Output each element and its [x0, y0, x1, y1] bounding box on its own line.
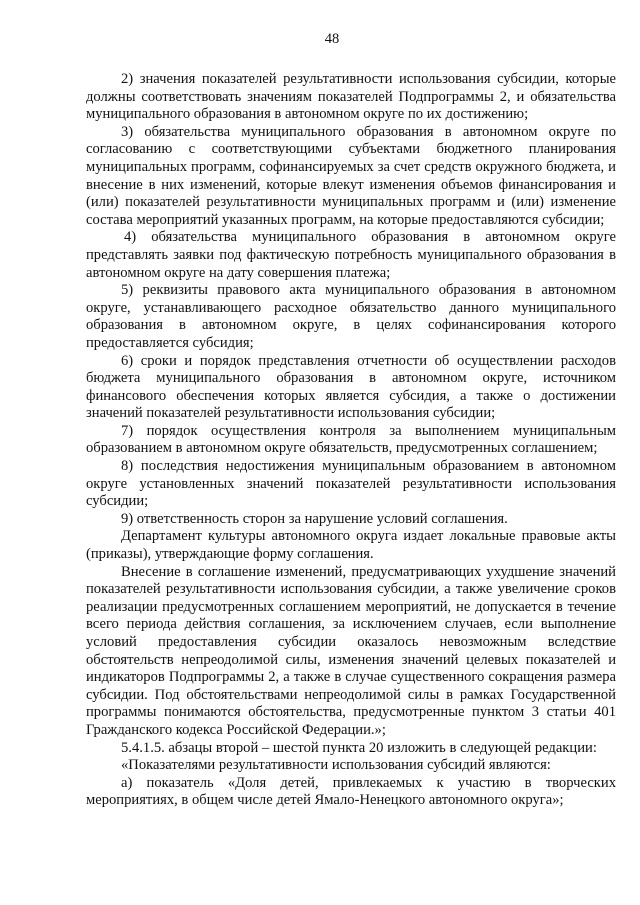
paragraph-item-6: 6) сроки и порядок представления отчетности об осуществлении расходов бюджета муниципального образования в автономном округе, источником финансового обеспечения которых является субсидия, а также о достижении значений показателей результативности использования субсидии; — [86, 352, 616, 422]
paragraph-item-7: 7) порядок осуществления контроля за выполнением муниципальным образованием в автономном округе обязательств, предусмотренных соглашением; — [86, 422, 616, 457]
document-page — [86, 30, 616, 810]
paragraph-5-4-1-5: 5.4.1.5. абзацы второй – шестой пункта 20 изложить в следующей редакции: — [121, 739, 597, 756]
paragraph-indicators-intro: «Показателями результативности использования субсидий являются: — [121, 757, 551, 774]
paragraph-department-acts: Департамент культуры автономного округа издает локальные правовые акты (приказы), утверждающие форму соглашения. — [86, 528, 616, 563]
paragraph-item-3: 3) обязательства муниципального образования в автономном округе по согласованию с соответствующими субъектами бюджетного планирования муниципальных программ, софинансируемых за счет средств окружного бюджета, и внесение в них изменений, которые влекут изменения объемов финансирования и (или) показателей результативности муниципальных программ и (или) изменение состава мероприятий указанных программ, на которые предоставляются субсидии; — [86, 123, 616, 228]
paragraph-item-4: 4) обязательства муниципального образования в автономном округе представлять заявки под фактическую потребность муниципального образования в автономном округе на дату совершения платежа; — [86, 229, 616, 281]
paragraph-item-2: 2) значения показателей результативности использования субсидии, которые должны соответствовать значениям показателей Подпрограммы 2, и обязательства муниципального образования в автономном округе по их достижению; — [86, 71, 616, 123]
paragraph-indicator-a: а) показатель «Доля детей, привлекаемых к участию в творческих мероприятиях, в общем числе детей Ямало-Ненецкого автономного округа»; — [86, 774, 616, 809]
paragraph-item-5: 5) реквизиты правового акта муниципального образования в автономном округе, устанавливающего расходное обязательство данного муниципального образования в автономном округе, в целях софинансирования которого предоставляется субсидия; — [86, 282, 616, 351]
paragraph-amendments: Внесение в соглашение изменений, предусматривающих ухудшение значений показателей результативности использования субсидии, а также увеличение сроков реализации предусмотренных соглашением мероприятий, не допускается в течение всего периода действия соглашения, за исключением случаев, если выполнение условий предоставления субсидии оказалось невозможным вследствие обстоятельств непреодолимой силы, изменения значений целевых показателей и индикаторов Подпрограммы 2, а также в случае существенного сокращения размера субсидии. Под обстоятельствами непреодолимой силы в рамках Государственной программы понимаются обстоятельства, предусмотренные пунктом 3 статьи 401 Гражданского кодекса Российской Федерации.»; — [86, 563, 616, 738]
paragraph-item-9: 9) ответственность сторон за нарушение условий соглашения. — [121, 510, 508, 527]
page-number: 48 — [324, 31, 340, 47]
paragraph-item-8: 8) последствия недостижения муниципальным образованием в автономном округе установленных значений показателей результативности использования субсидии; — [86, 458, 616, 510]
